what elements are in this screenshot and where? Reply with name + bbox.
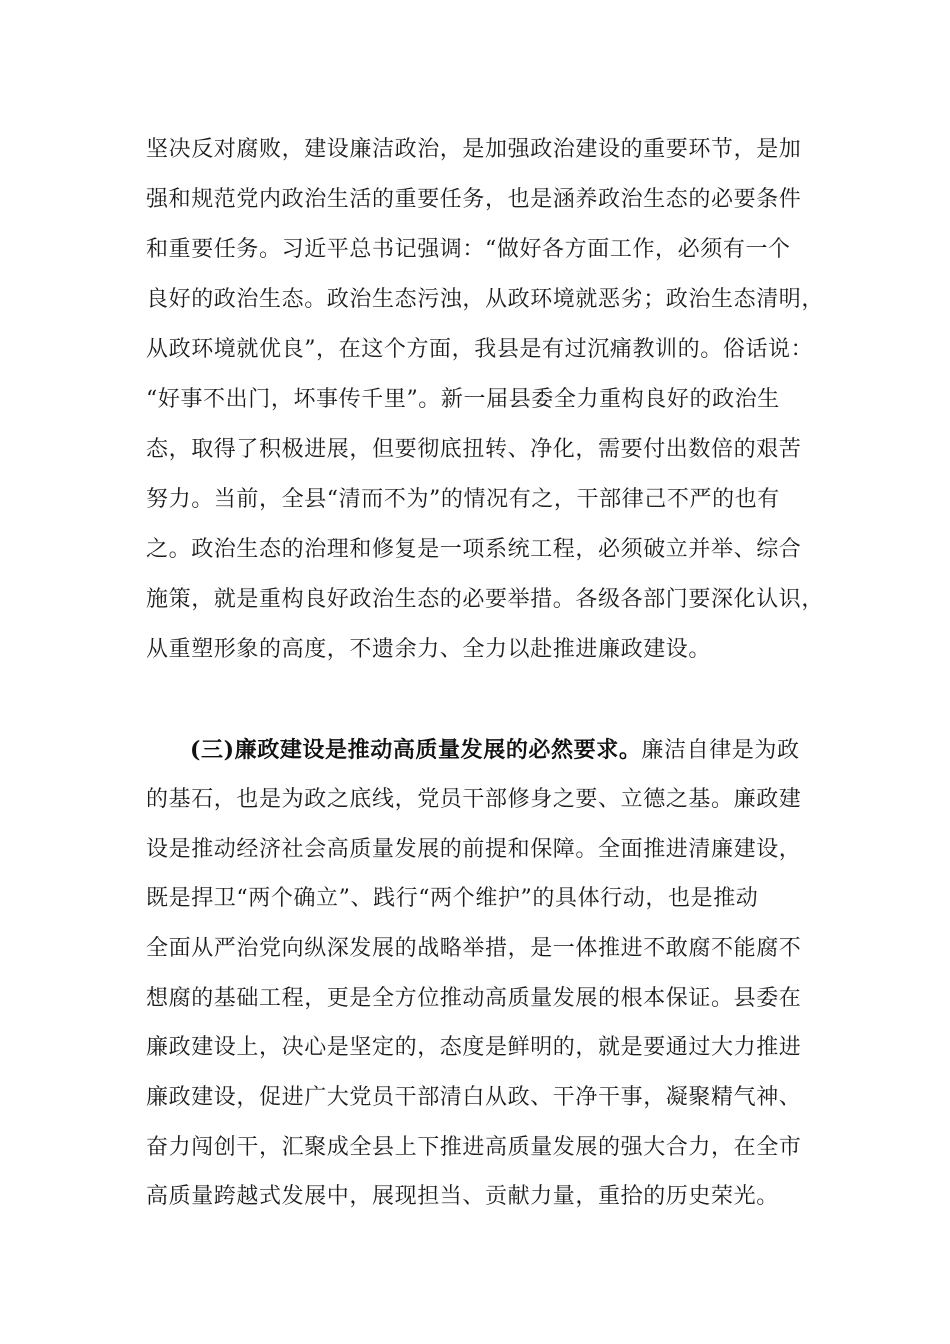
paragraph-2-first-line-text: 廉洁自律是为政 [641, 738, 800, 763]
paragraph-1-line: 努力。当前，全县“清而不为”的情况有之，干部律己不严的也有 [146, 487, 780, 512]
paragraph-2-line: 廉政建设上，决心是坚定的，态度是鲜明的，就是要通过大力推进 [146, 1035, 802, 1060]
paragraph-1-line: 良好的政治生态。政治生态污浊，从政环境就恶劣；政治生态清明， [146, 287, 825, 312]
paragraph-1-line: “好事不出门，坏事传千里”。新一届县委全力重构良好的政治生 [146, 387, 780, 412]
paragraph-2-line: 设是推动经济社会高质量发展的前提和保障。全面推进清廉建设， [146, 837, 802, 862]
paragraph-1-line: 强和规范党内政治生活的重要任务，也是涵养政治生态的必要条件 [146, 187, 802, 212]
paragraph-1-line: 坚决反对腐败，建设廉洁政治，是加强政治建设的重要环节，是加 [146, 137, 802, 162]
paragraph-1-line: 从政环境就优良”，在这个方面，我县是有过沉痛教训的。俗话说： [146, 337, 814, 362]
paragraph-2-line: 全面从严治党向纵深发展的战略举措，是一体推进不敢腐不能腐不 [146, 936, 802, 961]
paragraph-2-line: 想腐的基础工程，更是全方位推动高质量发展的根本保证。县委在 [146, 986, 802, 1011]
paragraph-2-line: 高质量跨越式发展中，展现担当、贡献力量，重拾的历史荣光。 [146, 1184, 779, 1209]
paragraph-2-line: 奋力闯创干，汇聚成全县上下推进高质量发展的强大合力，在全市 [146, 1135, 802, 1160]
paragraph-2-line: 既是捍卫“两个确立”、践行“两个维护”的具体行动，也是推动 [146, 886, 759, 911]
paragraph-2-line: 的基石，也是为政之底线，党员干部修身之要、立德之基。廉政建 [146, 787, 802, 812]
paragraph-1-line: 之。政治生态的治理和修复是一项系统工程，必须破立并举、综合 [146, 537, 802, 562]
paragraph-1-line: 从重塑形象的高度，不遗余力、全力以赴推进廉政建设。 [146, 637, 712, 662]
paragraph-2-line: 廉政建设，促进广大党员干部清白从政、干净干事，凝聚精气神、 [146, 1085, 802, 1110]
section-heading: (三)廉政建设是推动高质量发展的必然要求。 [190, 737, 642, 763]
paragraph-1-line: 施策，就是重构良好政治生态的必要举措。各级各部门要深化认识， [146, 587, 825, 612]
paragraph-1-line: 态，取得了积极进展，但要彻底扭转、净化，需要付出数倍的艰苦 [146, 437, 802, 462]
paragraph-2-first-line [190, 730, 826, 770]
paragraph-1-line: 和重要任务。习近平总书记强调：“做好各方面工作，必须有一个 [146, 237, 791, 262]
